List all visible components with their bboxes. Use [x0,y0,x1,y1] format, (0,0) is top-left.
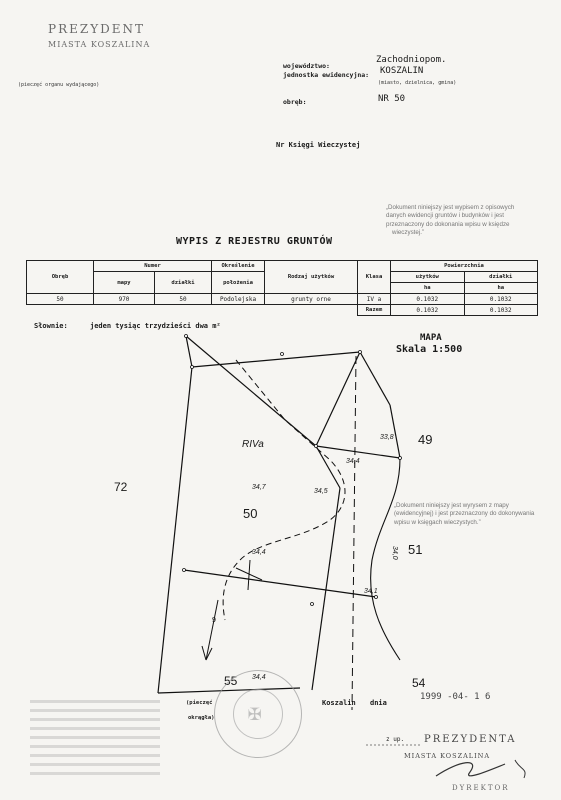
issuer-stamp-caption: (pieczęć organu wydającego) [18,82,100,88]
col-dzialki: działki [155,272,212,294]
use-boundary-dashed [223,356,356,710]
map-label-50: 50 [243,506,258,521]
height-341: 34,1 [364,588,378,595]
col-dzialki-area: działki [464,272,538,283]
direction-arrow-icon [202,600,218,660]
cell-total-label: Razem [358,305,391,316]
height-347: 34,7 [252,484,266,491]
col-powierzchnia: Powierzchnia [391,261,538,272]
cell-total-uzytkow: 0.1032 [391,305,465,316]
height-345: 34,5 [314,488,328,495]
height-344b: 34,4 [252,549,266,556]
col-obreb: Obręb [27,261,94,294]
map-label-49: 49 [418,432,433,447]
height-338: 33,8 [380,434,394,441]
document-title: WYPIS Z REJESTRU GRUNTÓW [176,236,333,247]
signer-role: DYREKTOR [452,784,510,792]
col-ha-1: ha [391,283,465,294]
seal-label: (pieczęć [186,700,213,706]
unit-note: (miasto, dzielnica, gmina) [378,80,457,86]
seal-label-2: okrągła) [188,715,215,721]
in-words-value: jeden tysiąc trzydzieści dwa m² [90,322,221,330]
cell-rodzaj: grunty orne [265,294,358,305]
unit-value: KOSZALIN [380,66,424,76]
unit-label: jednostka ewidencyjna: [283,71,370,79]
land-register-label: Nr Księgi Wieczystej [276,141,361,149]
signer-title: PREZYDENTA [424,734,517,745]
col-rodzaj: Rodzaj użytków [265,261,358,294]
height-marks [236,560,262,590]
date-label: dnia [370,699,387,707]
in-words-label: Słownie: [34,322,68,330]
cell-dzialki: 50 [155,294,212,305]
round-seal-icon: ✠ [214,670,302,758]
parcel-boundaries [158,336,400,693]
document-note-top: „Dokument niniejszy jest wypisem z opisowych danych ewidencji gruntów i budynków i jest przeznaczony do dokonania wpisu w księdze wieczystej.” [386,204,515,237]
office-city: MIASTA KOSZALINA [48,40,151,49]
cell-klasa: IV a [358,294,391,305]
precinct-value: NR 50 [378,94,406,104]
arrow-label: 9 [212,617,216,624]
map-label-54: 54 [412,676,426,690]
col-mapy: mapy [94,272,155,294]
signer-city: MIASTA KOSZALINA [404,752,491,760]
col-numer: Numer [94,261,212,272]
cell-mapy: 970 [94,294,155,305]
cell-polozenie: Podolejska [212,294,265,305]
col-uzytkow: użytków [391,272,465,283]
cell-total-dzialki: 0.1032 [464,305,538,316]
boundary-points [183,335,402,606]
date-stamp: 1999 -04- 1 6 [420,692,491,702]
col-klasa: Klasa [358,261,391,294]
cell-dzialki-area: 0.1032 [464,294,538,305]
voivodeship-value: Zachodniopom. [376,55,447,65]
voivodeship-label: województwo: [283,62,330,70]
office-title: PREZYDENT [48,22,146,36]
map-label-72: 72 [114,480,128,494]
for-label: z up. [386,736,405,743]
document-note-map: „Dokument niniejszy jest wyrysem z mapy (ewidencyjnej) i jest przeznaczony do dokonywania wpisu w księgach wieczystych.” [394,502,535,526]
map-scale: Skala 1:500 [396,344,463,355]
height-340: 34,0 [391,546,398,560]
map-title: MAPA [420,333,442,343]
faded-stamp [30,695,160,775]
cell-obreb: 50 [27,294,94,305]
height-344a: 34,4 [346,458,360,465]
map-label-55: 55 [224,674,238,688]
col-ha-2: ha [464,283,538,294]
place-label: Koszalin [322,699,356,707]
col-okreslenie: Określenie [212,261,265,272]
cell-uzytkow: 0.1032 [391,294,465,305]
map-label-riva: RIVa [242,439,264,450]
col-polozenia: położenia [212,272,265,294]
height-344c: 34,4 [252,674,266,681]
precinct-label: obręb: [283,98,307,106]
map-label-51: 51 [408,542,423,557]
